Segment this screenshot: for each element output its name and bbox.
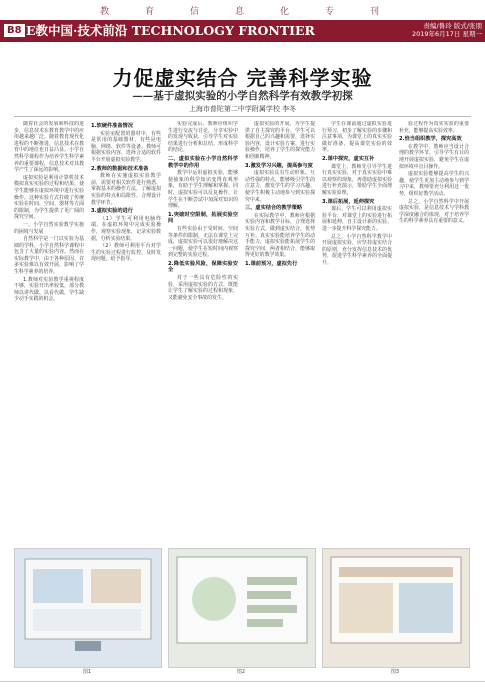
- figure-2: [168, 548, 316, 668]
- section-heading: 1.突破时空限制，拓展实验空间: [168, 211, 238, 225]
- article-title: 力促虚实结合 完善科学实验: [112, 66, 373, 90]
- paragraph: 虚拟实验是利用计算机技术模拟真实实验的过程和结果，使学生能够在虚拟环境中进行实验操作。这种实验方式打破了传统实验在时间、空间、器材等方面的限制，为学生提供了更广阔的探究空间。: [14, 174, 84, 221]
- paragraph: 随着社会的发展和科技的进步，信息技术在教育教学中的应用越来越广泛。随着教育现代化进程的不断推进，信息技术在教育中的地位也日益凸显。小学自然科学课程作为培养学生科学素养的重要课程，信息技术对其教学产生了深远的影响。: [14, 121, 84, 174]
- paragraph: 虚拟实验能够提高学生的兴趣，使学生更加主动地参与到学习中来，教师要充分利用这一优势，组织好教学活动。: [399, 171, 469, 197]
- band-char: 信: [190, 7, 200, 17]
- issue-date: 2019年6月17日 星期一: [411, 30, 482, 38]
- paragraph: （2）教师可利用平台对学生的实验过程进行监控，及时发现问题，给予指导。: [91, 243, 161, 263]
- paragraph: 对于一些具有危险性的实验，采用虚拟实验的方式，既能让学生了解实验的过程和现象，又能避免安全事故的发生。: [168, 275, 238, 301]
- figure-1-image: [15, 549, 161, 667]
- text-column-5: [322, 121, 392, 541]
- editor-credit: 责编/鲁玲 版式/张朋: [423, 22, 482, 30]
- paragraph: 总之，小学自然科学中开展虚拟实验，是信息技术与学科教学深度融合的体现，对于培养学生的科学素养具有重要的意义。: [399, 198, 469, 225]
- paragraph: 总之，小学自然科学教学中开展虚拟实验，应坚持虚实结合的原则，充分发挥信息技术的优势，促进学生科学素养的全面提升。: [322, 233, 392, 266]
- section-heading: 二、虚拟实验在小学自然科学教学中的作用: [168, 155, 238, 169]
- footer-rule: [0, 681, 485, 682]
- paragraph: 在教学中，教师应当设计合理的教学环节，引导学生有目的地开展虚拟实验，避免学生在虚拟环境中盲目操作。: [399, 143, 469, 170]
- paragraph: 学生在课前通过虚拟实验进行预习，初步了解实验的步骤和注意事项，为课堂上的真实实验做好准备，提高课堂实验的效率。: [322, 121, 392, 154]
- byline: 上海市普陀第二中学附属学校 李冬: [188, 105, 297, 113]
- paragraph: 有些实验由于受时间、空间等条件的限制，无法在课堂上完成，虚拟实验可以很好地解决这一问题，使学生在短时间内观察到完整的实验过程。: [168, 225, 238, 259]
- paragraph: 课堂上，教师先引导学生进行真实实验，对于真实实验中难以观察的现象，再借助虚拟实验进行补充演示，帮助学生全面理解实验原理。: [322, 163, 392, 196]
- band-char: 化: [280, 7, 290, 17]
- figure-3: [322, 548, 470, 668]
- paragraph: 实验室配置的器材中，有些是常用的基础器材，有些是电脑、网络、软件等设备。教师可根据实验内容，选择合适的软件平台开展虚拟实验教学。: [91, 130, 161, 163]
- section-heading: 2.恰当组织教学，探究高效: [399, 136, 462, 143]
- figure-2-caption: 图2: [236, 669, 246, 675]
- page-number: B8: [4, 24, 25, 37]
- section-heading: 3.虚拟实验的进行: [91, 208, 133, 215]
- band-char: 息: [235, 7, 245, 17]
- paragraph: 1.教师对实验教学重视程度不够，实验开出率较低，部分教师以讲代做、以看代做，学生缺少动手实践的机会。: [14, 276, 84, 303]
- section-heading: 1.课前预习，虚拟先行: [245, 260, 298, 267]
- paragraph: （1）学生可利用电脑终端，在虚拟环境中完成实验操作，观察实验现象，记录实验数据，分析实验结果。: [91, 215, 161, 242]
- paragraph: 在实际教学中，教师应根据实验内容和教学目标，合理选择实验方式，做到虚实结合，优势互补。真实实验能培养学生的动手能力，虚拟实验能拓展学生的探究空间，两者相结合，能够取得更好的教学效果。: [245, 212, 315, 259]
- text-column-6: [399, 121, 469, 541]
- figure-1-caption: 图1: [82, 669, 92, 675]
- section-heading: 3.激发学习兴趣，提高参与度: [245, 162, 313, 169]
- paragraph: 一、小学自然实验教学实施的困境与发展: [14, 221, 84, 235]
- figure-3-caption: 图3: [390, 669, 400, 675]
- figure-3-image: [323, 549, 469, 667]
- section-title: E教中国·技术前沿 TECHNOLOGY FRONTIER: [26, 23, 315, 38]
- header-meta: [400, 22, 482, 38]
- paragraph: 教师在实施虚拟实验教学前，需要对相关软件进行熟悉，掌握基本的操作方法，了解虚拟实验的特点和局限性，合理设计教学环节。: [91, 173, 161, 206]
- paragraph: 验过程作为真实实验的重要补充，能够提高实验效率。: [399, 121, 469, 134]
- paragraph: 课后，学生可以利用虚拟实验平台，对课堂上的实验进行拓展和延伸，自主设计新的实验，进一步提升科学探究能力。: [322, 206, 392, 232]
- section-heading: 3.课后拓展，延伸探究: [322, 198, 375, 205]
- band-char: 刊: [370, 7, 380, 17]
- band-char: 教: [100, 7, 110, 17]
- section-band: [0, 4, 485, 16]
- section-heading: 2.课中探究，虚实互补: [322, 155, 375, 162]
- figure-2-image: [169, 549, 315, 667]
- paragraph: 自然科学是一门以实验为基础的学科，小学自然科学课程中包含了大量的实验内容。然而在实际教学中，由于各种原因，许多实验难以有效开展，影响了学生科学素养的培养。: [14, 236, 84, 276]
- section-heading: 三、虚实结合的教学策略: [245, 205, 303, 212]
- text-column-3: [168, 121, 238, 541]
- text-column-1: [14, 121, 84, 541]
- paragraph: 虚拟实验具有生动形象、互动性强的特点，能够吸引学生的注意力，激发学生的学习兴趣，使学生积极主动地参与到实验探究中来。: [245, 170, 315, 203]
- section-heading: 2.降低实验风险，保障实验安全: [168, 260, 238, 274]
- text-column-2: [91, 121, 161, 541]
- section-heading: 1.软硬件准备情况: [91, 123, 133, 129]
- paragraph: 实验完成后，教师应组织学生进行交流与讨论，分享实验中的发现与收获，引导学生对实验结果进行分析和总结，形成科学的结论。: [168, 121, 238, 154]
- divider: [14, 116, 471, 117]
- band-char: 专: [325, 7, 335, 17]
- paragraph: 教学中运用虚拟实验，能够使抽象的科学知识变得直观形象，有助于学生理解和掌握。同时，虚拟实验可以反复操作，让学生在不断尝试中加深对知识的理解。: [168, 170, 238, 210]
- figure-1: [14, 548, 162, 668]
- band-char: 育: [145, 7, 155, 17]
- article-subtitle: ——基于虚拟实验的小学自然科学有效教学初探: [132, 90, 353, 102]
- text-column-4: [245, 121, 315, 541]
- paragraph: 虚拟实验的开展，为学生提供了自主探究的平台，学生可以根据自己的兴趣和需要，选择实验内容，设计实验方案，进行实验操作，培养了学生的探究能力和创新精神。: [245, 121, 315, 160]
- section-heading: 2.教师的数据和技术准备: [91, 165, 149, 172]
